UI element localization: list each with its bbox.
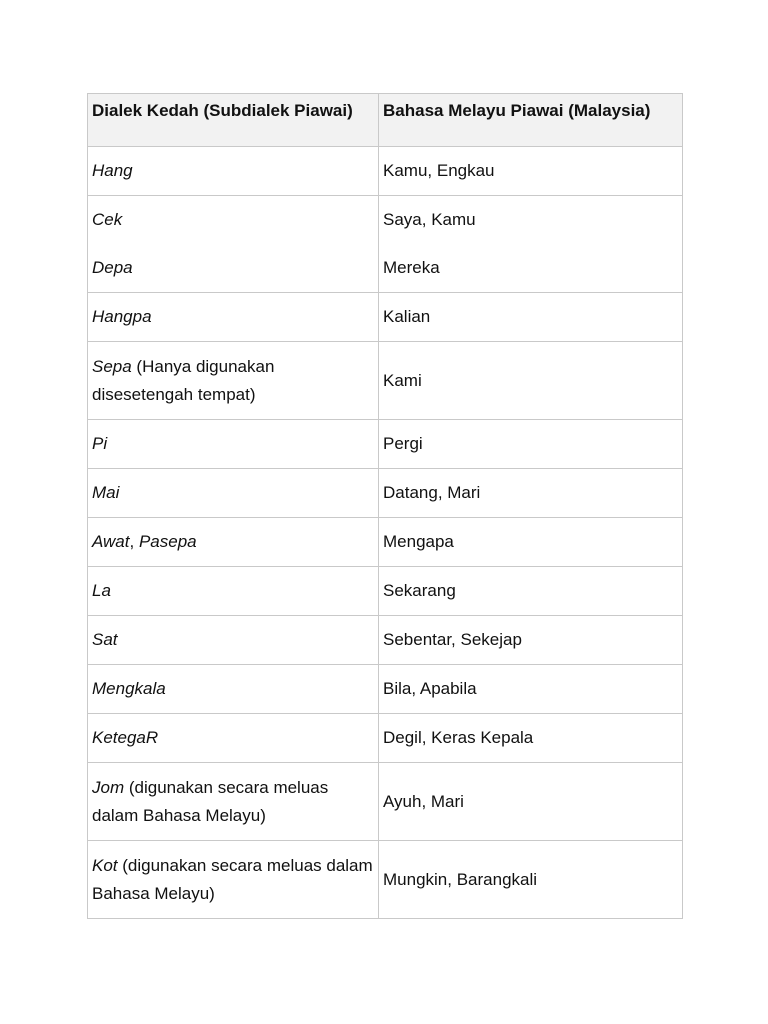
melayu-cell: Mengapa xyxy=(379,518,683,567)
kedah-word: Hang xyxy=(92,161,133,180)
kedah-cell xyxy=(88,244,379,293)
melayu-cell: Mereka xyxy=(379,244,683,293)
kedah-cell xyxy=(88,420,379,469)
table-row xyxy=(88,244,683,293)
kedah-word: Sat xyxy=(92,630,118,649)
melayu-cell: Kamu, Engkau xyxy=(379,147,683,196)
melayu-cell: Sebentar, Sekejap xyxy=(379,616,683,665)
kedah-word: KetegaR xyxy=(92,728,159,747)
kedah-word: La xyxy=(92,581,111,600)
kedah-cell xyxy=(88,469,379,518)
table-row xyxy=(88,763,683,841)
melayu-cell: Degil, Keras Kepala xyxy=(379,714,683,763)
kedah-word: Cek xyxy=(92,210,123,229)
melayu-cell: Sekarang xyxy=(379,567,683,616)
kedah-note: (digunakan secara meluas dalam Bahasa Melayu) xyxy=(92,777,329,825)
melayu-cell: Kami xyxy=(379,342,683,420)
table-row xyxy=(88,293,683,342)
table-row xyxy=(88,518,683,567)
melayu-cell: Bila, Apabila xyxy=(379,665,683,714)
table-row xyxy=(88,567,683,616)
melayu-cell: Ayuh, Mari xyxy=(379,763,683,841)
table-row xyxy=(88,420,683,469)
melayu-cell: Kalian xyxy=(379,293,683,342)
kedah-cell xyxy=(88,714,379,763)
melayu-cell: Mungkin, Barangkali xyxy=(379,841,683,919)
kedah-word: Mai xyxy=(92,483,120,502)
table-row xyxy=(88,714,683,763)
kedah-word: Awat xyxy=(92,532,130,551)
table-row xyxy=(88,469,683,518)
melayu-cell: Saya, Kamu xyxy=(379,196,683,245)
header-standard-malay: Bahasa Melayu Piawai (Malaysia) xyxy=(379,94,683,147)
kedah-word: Depa xyxy=(92,258,133,277)
kedah-cell xyxy=(88,293,379,342)
table-row xyxy=(88,196,683,245)
kedah-note: (Hanya digunakan disesetengah tempat) xyxy=(92,356,275,404)
melayu-cell: Datang, Mari xyxy=(379,469,683,518)
kedah-word: Sepa xyxy=(92,356,132,376)
table-row xyxy=(88,665,683,714)
table-row xyxy=(88,342,683,420)
table-header-row xyxy=(88,94,683,147)
kedah-cell xyxy=(88,518,379,567)
kedah-word: Mengkala xyxy=(92,679,166,698)
table-row xyxy=(88,616,683,665)
kedah-note: (digunakan secara meluas dalam Bahasa Melayu) xyxy=(92,855,373,903)
kedah-cell xyxy=(88,616,379,665)
kedah-cell xyxy=(88,196,379,245)
kedah-word: Jom xyxy=(92,777,125,797)
kedah-word: Pasepa xyxy=(138,532,197,551)
kedah-cell xyxy=(88,763,379,841)
kedah-cell xyxy=(88,567,379,616)
kedah-separator: , xyxy=(129,532,139,551)
table-row xyxy=(88,841,683,919)
kedah-cell xyxy=(88,841,379,919)
kedah-cell xyxy=(88,342,379,420)
kedah-word: Kot xyxy=(92,855,118,875)
header-kedah-dialect: Dialek Kedah (Subdialek Piawai) xyxy=(88,94,379,147)
table-row xyxy=(88,147,683,196)
dialect-comparison-table xyxy=(87,93,683,919)
kedah-word: Pi xyxy=(92,434,108,453)
kedah-word: Hangpa xyxy=(92,307,152,326)
melayu-cell: Pergi xyxy=(379,420,683,469)
kedah-cell xyxy=(88,665,379,714)
kedah-cell xyxy=(88,147,379,196)
